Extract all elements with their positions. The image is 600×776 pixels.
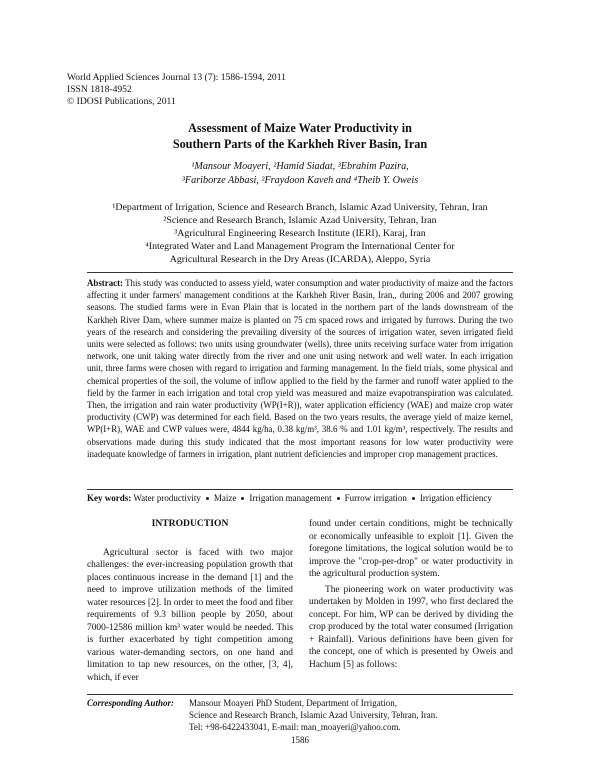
journal-copyright: © IDOSI Publications, 2011	[67, 96, 176, 107]
journal-citation: World Applied Sciences Journal 13 (7): 1586-1594, 2011	[67, 72, 286, 83]
authors-line2: ³Fariborze Abbasi, ²Fraydoon Kaveh and ⁴Theib Y. Oweis	[181, 175, 419, 186]
affiliation-2: ²Science and Research Branch, Islamic Azad University, Tehran, Iran	[163, 215, 437, 226]
left-column	[87, 518, 293, 684]
intro-right-paragraph-1: found under certain conditions, might be technically or economically unfeasible to exploit [1]. Given the foregone limitations, the logical solution would be to improve the "crop-per-drop" or water productivity in the agricultural production system.	[309, 519, 513, 579]
bullet-icon	[337, 497, 340, 500]
abstract-text: This study was conducted to assess yield, water consumption and water productivity of maize and the factors affecting it under farmers' management conditions at the Karkheh River Basin, Iran,, during 2006 and 2007 growing seasons. The studied farms were in Evan Plain that is located in the northern part of the lands downstream of the Karkheh River Dam, where summer maize is planted on 75 cm spaced rows and irrigated by furrows. During the two years of the research and considering the prevailing diversity of the sources of irrigation water, seven irrigated field units were selected as follows: two units using groundwater (wells), three units receiving surface water from irrigation network, one unit taking water directly from the river and one unit using network and well water. In each irrigation unit, three farms were chosen with regard to irrigation and farming management. In the field trials, some physical and chemical properties of the soil, the volume of inflow applied to the field by the farmer and runoff water applied to the field by the farmer in each irrigation and total crop yield was measured and maize evapotranspiration was calculated. Then, the irrigation and rain water productivity (WP(I+R)), water application efficiency (WAE) and maize crop water productivity (CWP) was determined for each field. Based on the two years results, the average yield of maize kernel, WP(I+R), WAE and CWP values were, 4844 kg/ha, 0.38 kg/m³, 38.6 % and 1.01 kg/m³, respectively. The results and observations made during this study indicated that the most important reasons for low water productivity were inadequate knowledge of farmers in irrigation, plant nutrient deficiencies and improper crop management practices.	[87, 278, 513, 459]
intro-right-paragraph-2: The pioneering work on water productivity was undertaken by Molden in 1997, who first declared the concept. For him, WP can be derived by dividing the crop produced by the total water consumed (Irrigation + Rainfall). Various definitions have been given for the concept, one of which is presented by Oweis and Hachum [5] as follows:	[309, 584, 513, 670]
abstract-label: Abstract:	[87, 278, 123, 288]
abstract-top-rule	[87, 272, 513, 273]
paper-title-line2: Southern Parts of the Karkheh River Basin, Iran	[172, 137, 428, 151]
affiliation-4: ⁴Integrated Water and Land Management Program the International Center for	[145, 241, 455, 252]
intro-heading: INTRODUCTION	[151, 518, 229, 529]
footnote-rule	[87, 694, 513, 695]
corresponding-line2: Science and Research Branch, Islamic Azad University, Tehran, Iran.	[189, 710, 438, 720]
corresponding-label: Corresponding Author:	[87, 698, 174, 708]
right-column	[309, 518, 513, 671]
affiliation-1: ¹Department of Irrigation, Science and Research Branch, Islamic Azad University, Tehran, Iran	[112, 202, 488, 213]
abstract	[87, 277, 513, 460]
keyword-item: Irrigation efficiency	[419, 493, 492, 503]
affiliation-4-cont: Agricultural Research in the Dry Areas (ICARDA), Aleppo, Syria	[169, 254, 431, 265]
authors-line1: ¹Mansour Moayeri, ²Hamid Siadat, ³Ebrahim Pazira,	[191, 161, 409, 172]
paper-title-line1: Assessment of Maize Water Productivity in	[188, 121, 412, 135]
bullet-icon	[412, 497, 415, 500]
bullet-icon	[241, 497, 244, 500]
page-number: 1586	[291, 735, 309, 745]
intro-left-paragraph: Agricultural sector is faced with two major challenges: the ever-increasing population growth that places continuous increase in the demand [1] and the need to improve utilization methods of the limited water resources [2]. In order to meet the food and fiber requirements of 9.3 billion people by 2050, about 7000-12586 million km³ water would be needed. This is further exacerbated by tight competition among various water-demanding sectors, on one hand and limitation to tap new resources, on the other, [3, 4], which, if ever	[87, 547, 293, 683]
keywords	[87, 492, 513, 504]
bullet-icon	[206, 497, 209, 500]
keywords-label: Key words:	[87, 493, 132, 503]
corresponding-line1: Mansour Moayeri PhD Student, Department of Irrigation,	[189, 698, 397, 708]
keyword-item: Irrigation management	[249, 493, 332, 503]
keyword-item: Maize	[213, 493, 237, 503]
keyword-item: Furrow irrigation	[344, 493, 407, 503]
affiliation-3: ³Agricultural Engineering Research Institute (IERI), Karaj, Iran	[174, 228, 426, 239]
keyword-item: Water productivity	[133, 493, 201, 503]
abstract-bottom-rule	[87, 489, 513, 490]
corresponding-line3: Tel: +98-6422433041, E-mail: man_moayeri@yahoo.com.	[189, 722, 401, 732]
journal-issn: ISSN 1818-4952	[67, 84, 132, 95]
